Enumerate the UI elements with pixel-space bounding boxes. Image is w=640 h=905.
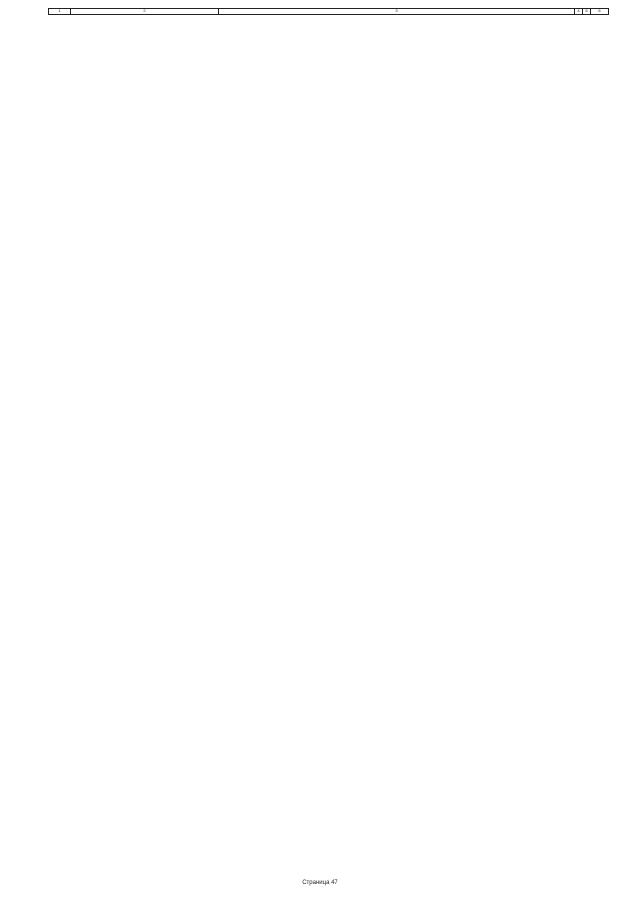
header-cell: 5 <box>583 9 591 15</box>
document-sheet <box>48 8 601 876</box>
header-cell: 6 <box>591 9 609 15</box>
header-cell: 2 <box>71 9 219 15</box>
page-footer: Страница 47 <box>302 880 338 886</box>
header-cell: 4 <box>575 9 583 15</box>
header-cell: 1 <box>49 9 71 15</box>
header-row <box>49 9 609 15</box>
header-cell: 3 <box>219 9 575 15</box>
works-table <box>48 8 609 15</box>
